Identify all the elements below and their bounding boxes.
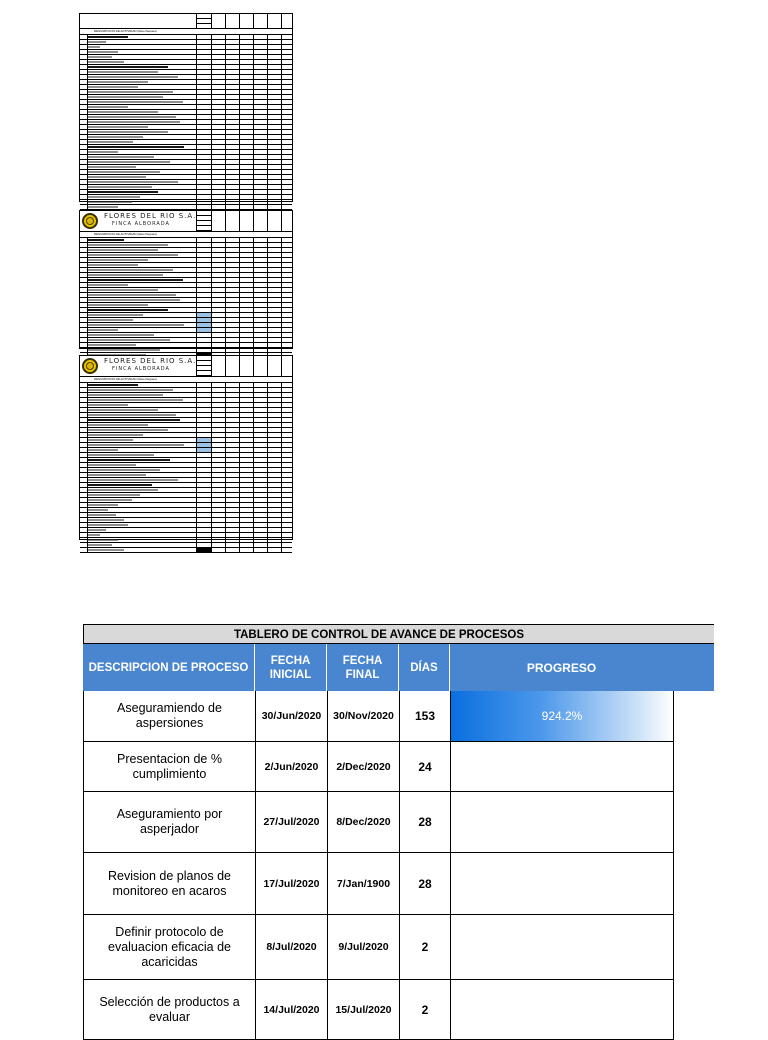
header-fecha-final: FECHA FINAL: [327, 644, 399, 691]
cell-dias: 24: [400, 742, 451, 792]
checklist-sheet-3: [79, 355, 293, 540]
sheet-title: DESCRIPCION DE ACTIVIDAD (lista chequeo): [80, 232, 292, 238]
cell-dias: 28: [400, 853, 451, 915]
cell-progreso: [451, 980, 674, 1040]
progress-value: 924.2%: [541, 709, 583, 723]
table-row: [83, 742, 675, 792]
sheet-header: [80, 211, 292, 232]
cell-dias: 28: [400, 792, 451, 853]
cell-dias: 2: [400, 980, 451, 1040]
flower-logo-icon: [82, 358, 98, 374]
header-dias: DÍAS: [399, 644, 450, 691]
sheet-title: DESCRIPCION DE ACTIVIDAD (lista chequeo): [80, 29, 292, 35]
cell-descripcion: Revision de planos de monitoreo en acaros: [84, 853, 256, 915]
table-row: [83, 980, 675, 1040]
header-progreso: PROGRESO: [526, 660, 597, 675]
cell-fecha-final: 30/Nov/2020: [328, 691, 400, 742]
cell-progreso: [451, 742, 674, 792]
cell-descripcion: Aseguramiento por asperjador: [84, 792, 256, 853]
brand-name: FLORES DEL RIO S.A. FINCA ALBORADA: [104, 212, 197, 227]
header-descripcion: DESCRIPCION DE PROCESO: [83, 644, 255, 691]
cell-fecha-inicial: 8/Jul/2020: [256, 915, 328, 980]
sheet-row: [80, 548, 292, 553]
cell-progreso: [451, 915, 674, 980]
cell-fecha-inicial: 27/Jul/2020: [256, 792, 328, 853]
cell-fecha-final: 8/Dec/2020: [328, 792, 400, 853]
cell-fecha-inicial: 2/Jun/2020: [256, 742, 328, 792]
sheet-header: [80, 14, 292, 29]
cell-fecha-inicial: 14/Jul/2020: [256, 980, 328, 1040]
sheet-title: DESCRIPCION DE ACTIVIDAD (lista chequeo): [80, 377, 292, 383]
cell-descripcion: Aseguramiendo de aspersiones: [84, 691, 256, 742]
cell-progreso: [451, 853, 674, 915]
sheet-header: [80, 356, 292, 377]
sheet-rows: [80, 35, 292, 225]
process-dashboard: [83, 624, 714, 1040]
cell-dias: 153: [400, 691, 451, 742]
table-row: [83, 915, 675, 980]
cell-progreso: [451, 792, 674, 853]
cell-fecha-final: 9/Jul/2020: [328, 915, 400, 980]
cell-descripcion: Selección de productos a evaluar: [84, 980, 256, 1040]
brand-name: FLORES DEL RIO S.A. FINCA ALBORADA: [104, 357, 197, 372]
cell-fecha-final: 7/Jan/1900: [328, 853, 400, 915]
cell-descripcion: Definir protocolo de evaluacion eficacia de acaricidas: [84, 915, 256, 980]
cell-progreso: [451, 691, 674, 742]
checklist-sheet-2: [79, 210, 293, 349]
cell-fecha-final: 2/Dec/2020: [328, 742, 400, 792]
cell-descripcion: Presentacion de % cumplimiento: [84, 742, 256, 792]
flower-logo-icon: [82, 213, 98, 229]
table-row: [83, 792, 675, 853]
table-header: [83, 644, 714, 691]
checklist-sheet-1: [79, 13, 293, 202]
header-fecha-inicial: FECHA INICIAL: [255, 644, 327, 691]
dashboard-title: TABLERO DE CONTROL DE AVANCE DE PROCESOS: [83, 624, 714, 644]
cell-fecha-final: 15/Jul/2020: [328, 980, 400, 1040]
cell-dias: 2: [400, 915, 451, 980]
table-row: [83, 691, 675, 742]
table-row: [83, 853, 675, 915]
cell-fecha-inicial: 17/Jul/2020: [256, 853, 328, 915]
cell-fecha-inicial: 30/Jun/2020: [256, 691, 328, 742]
sheet-rows: [80, 238, 292, 358]
sheet-rows: [80, 383, 292, 553]
